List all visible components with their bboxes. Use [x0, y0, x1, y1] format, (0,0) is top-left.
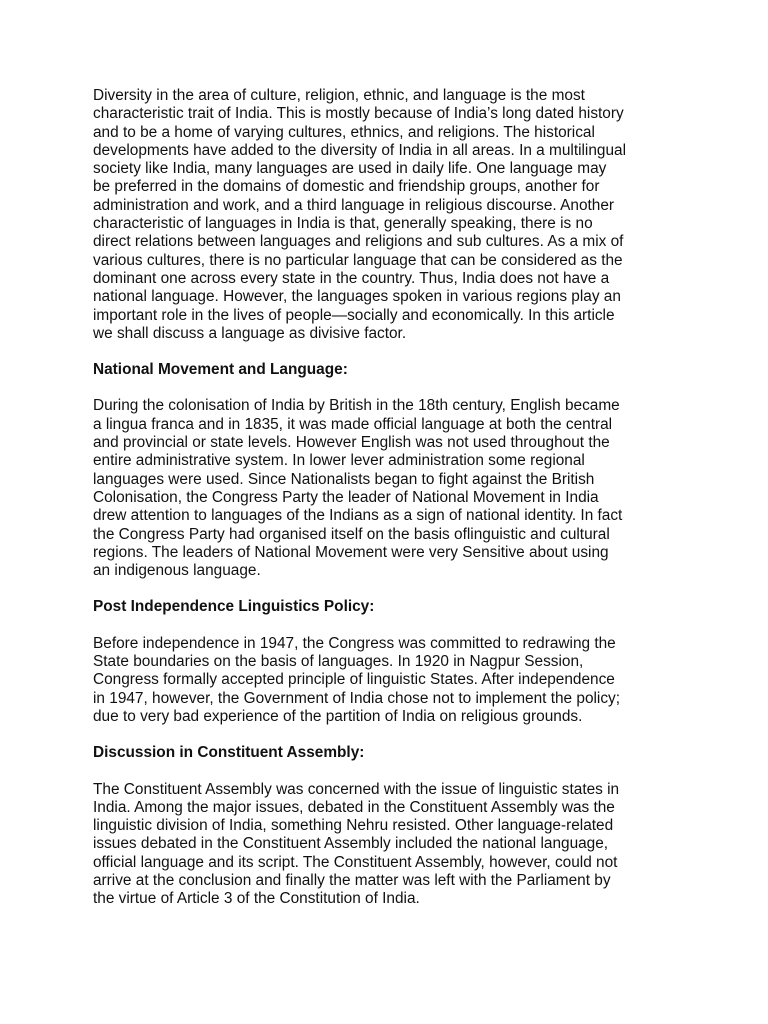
- document-body: [93, 87, 683, 927]
- post-independence-paragraph: Before independence in 1947, the Congress was committed to redrawing the State boundaries on the basis of languages. In 1920 in Nagpur Session, Congress formally accepted principle of linguistic States. After independence in 1947, however, the Government of India chose not to implement the policy; due to very bad experience of the partition of India on religious grounds.: [93, 634, 621, 725]
- heading-post-independence: Post Independence Linguistics Policy:: [93, 598, 375, 616]
- heading-constituent-assembly: Discussion in Constituent Assembly:: [93, 744, 365, 762]
- national-movement-paragraph: During the colonisation of India by British in the 18th century, English became a lingua franca and in 1835, it was made official language at both the central and provincial or state levels. However English was not used throughout the entire administrative system. In lower lever administration some regional languages were used. Since Nationalists began to fight against the British Colonisation, the Congress Party the leader of National Movement in India drew attention to languages of the Indians as a sign of national identity. In fact the Congress Party had organised itself on the basis oflinguistic and cultural regions. The leaders of National Movement were very Sensitive about using an indigenous language.: [93, 397, 623, 580]
- intro-paragraph: Diversity in the area of culture, religion, ethnic, and language is the most characteristic trait of India. This is mostly because of India’s long dated history and to be a home of varying cultures, ethnics, and religions. The historical developments have added to the diversity of India in all areas. In a multilingual society like India, many languages are used in daily life. One language may be preferred in the domains of domestic and friendship groups, another for administration and work, and a third language in religious discourse. Another characteristic of languages in India is that, generally speaking, there is no direct relations between languages and religions and sub cultures. As a mix of various cultures, there is no particular language that can be considered as the dominant one across every state in the country. Thus, India does not have a national language. However, the languages spoken in various regions play an important role in the lives of people—socially and economically. In this article we shall discuss a language as divisive factor.: [93, 87, 627, 342]
- constituent-assembly-paragraph: The Constituent Assembly was concerned with the issue of linguistic states in India. Among the major issues, debated in the Constituent Assembly was the linguistic division of India, something Nehru resisted. Other language-related issues debated in the Constituent Assembly included the national language, official language and its script. The Constituent Assembly, however, could not arrive at the conclusion and finally the matter was left with the Parliament by the virtue of Article 3 of the Constitution of India.: [93, 780, 620, 908]
- heading-national-movement: National Movement and Language:: [93, 361, 348, 379]
